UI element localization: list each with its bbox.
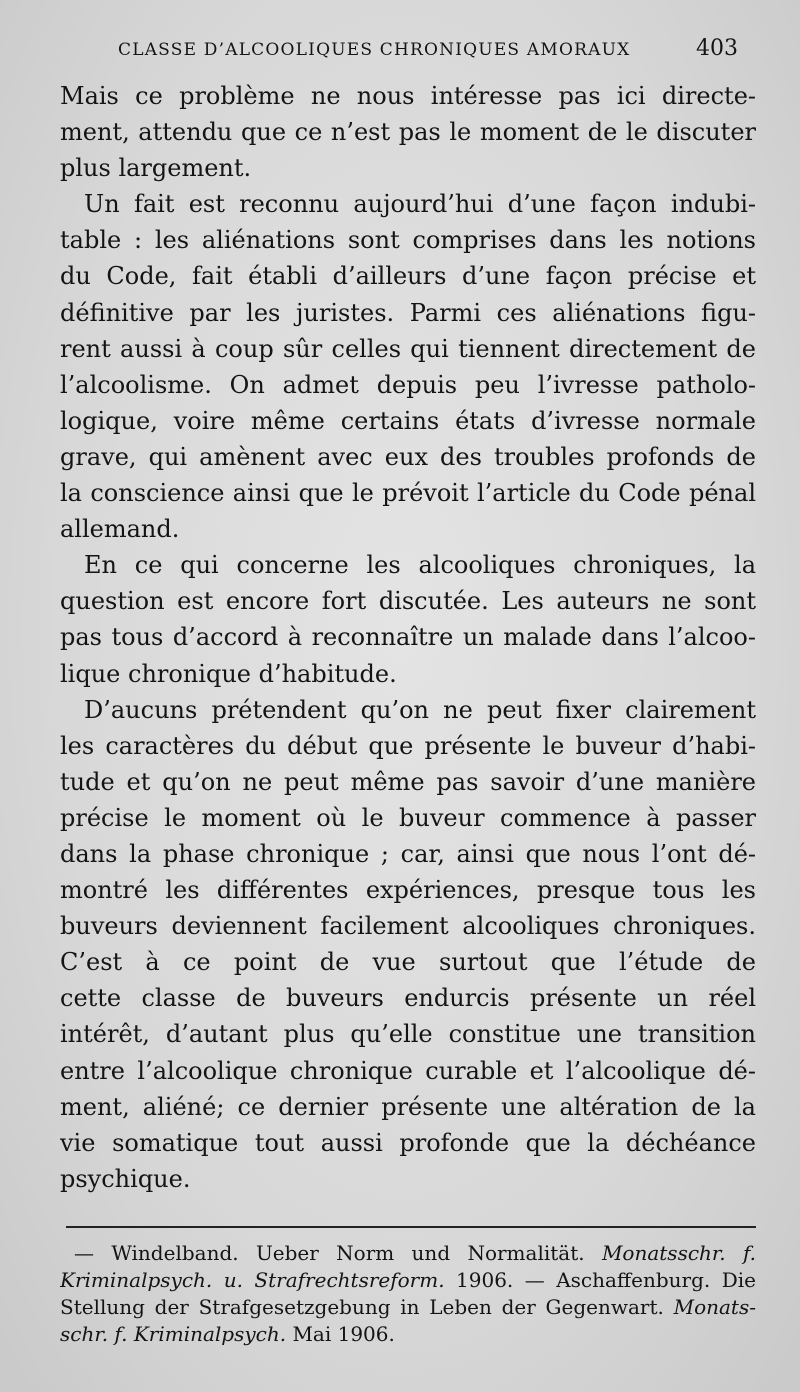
text-line: cette classe de buveurs endurcis présente un réel bbox=[60, 984, 756, 1013]
text-line: buveurs deviennent facilement alcooliques chroniques. bbox=[60, 912, 756, 941]
text-line: la conscience ainsi que le prévoit l’article du Code pénal bbox=[60, 479, 756, 508]
footnote-line bbox=[60, 1267, 756, 1294]
text-line: dans la phase chronique ; car, ainsi que nous l’ont dé- bbox=[60, 839, 756, 868]
text-line: les caractères du début que présente le buveur d’habi- bbox=[60, 731, 756, 760]
text-line: intérêt, d’autant plus qu’elle constitue une transition bbox=[60, 1020, 756, 1049]
footnote-line bbox=[60, 1294, 756, 1321]
text-line: lique chronique d’habitude. bbox=[60, 659, 397, 688]
text-line: montré les différentes expériences, presque tous les bbox=[60, 876, 756, 905]
footnote-journal: Kriminalpsych. u. Strafrechtsreform. bbox=[60, 1268, 445, 1292]
footnote bbox=[60, 1240, 756, 1348]
footnote-text: Stellung der Strafgesetzgebung in Leben der Gegenwart. bbox=[60, 1295, 664, 1319]
footnote-journal: Monatsschr. f. bbox=[601, 1241, 756, 1265]
text-line: logique, voire même certains états d’ivresse normale bbox=[60, 406, 756, 435]
footnote-divider bbox=[66, 1226, 756, 1228]
text-line: ment, aliéné; ce dernier présente une altération de la bbox=[60, 1092, 756, 1121]
text-line: table : les aliénations sont comprises dans les notions bbox=[60, 226, 756, 255]
text-line: grave, qui amènent avec eux des troubles profonds de bbox=[60, 442, 756, 471]
footnote-text: — Windelband. Ueber Norm und Normalität. bbox=[74, 1241, 585, 1265]
text-line: tude et qu’on ne peut même pas savoir d’une manière bbox=[60, 767, 756, 796]
text-line: du Code, fait établi d’ailleurs d’une façon précise et bbox=[60, 262, 756, 291]
text-line: entre l’alcoolique chronique curable et l’alcoolique dé- bbox=[60, 1056, 756, 1085]
text-line: D’aucuns prétendent qu’on ne peut fixer clairement bbox=[84, 695, 756, 724]
text-line: rent aussi à coup sûr celles qui tiennent directement de bbox=[60, 334, 756, 363]
text-line: pas tous d’accord à reconnaître un malade dans l’alcoo- bbox=[60, 623, 756, 652]
text-line: psychique. bbox=[60, 1164, 191, 1193]
text-line: l’alcoolisme. On admet depuis peu l’ivresse patholo- bbox=[60, 370, 756, 399]
body-text bbox=[60, 78, 756, 1197]
text-line: question est encore fort discutée. Les auteurs ne sont bbox=[60, 587, 756, 616]
text-line: C’est à ce point de vue surtout que l’étude de bbox=[60, 948, 756, 977]
text-line: allemand. bbox=[60, 515, 180, 544]
footnote-line bbox=[60, 1240, 756, 1267]
page-header bbox=[118, 36, 738, 64]
text-line: définitive par les juristes. Parmi ces aliénations figu- bbox=[60, 298, 756, 327]
footnote-text: Mai 1906. bbox=[292, 1322, 395, 1346]
footnote-journal: schr. f. Kriminalpsych. bbox=[60, 1322, 287, 1346]
footnote-line bbox=[60, 1321, 756, 1348]
text-line: Mais ce problème ne nous intéresse pas ici directe- bbox=[60, 82, 756, 110]
text-line: Un fait est reconnu aujourd’hui d’une façon indubi- bbox=[84, 190, 756, 219]
text-line: plus largement. bbox=[60, 154, 252, 183]
text-line: En ce qui concerne les alcooliques chroniques, la bbox=[84, 551, 756, 580]
running-title: CLASSE D’ALCOOLIQUES CHRONIQUES AMORAUX bbox=[118, 40, 631, 60]
footnote-text: 1906. — Aschaffenburg. Die bbox=[456, 1268, 756, 1292]
text-line: précise le moment où le buveur commence à passer bbox=[60, 803, 756, 832]
text-line: vie somatique tout aussi profonde que la déchéance bbox=[60, 1128, 756, 1157]
page-number: 403 bbox=[696, 36, 738, 61]
text-line: ment, attendu que ce n’est pas le moment de le discuter bbox=[60, 118, 756, 147]
footnote-journal: Monats- bbox=[673, 1295, 756, 1319]
